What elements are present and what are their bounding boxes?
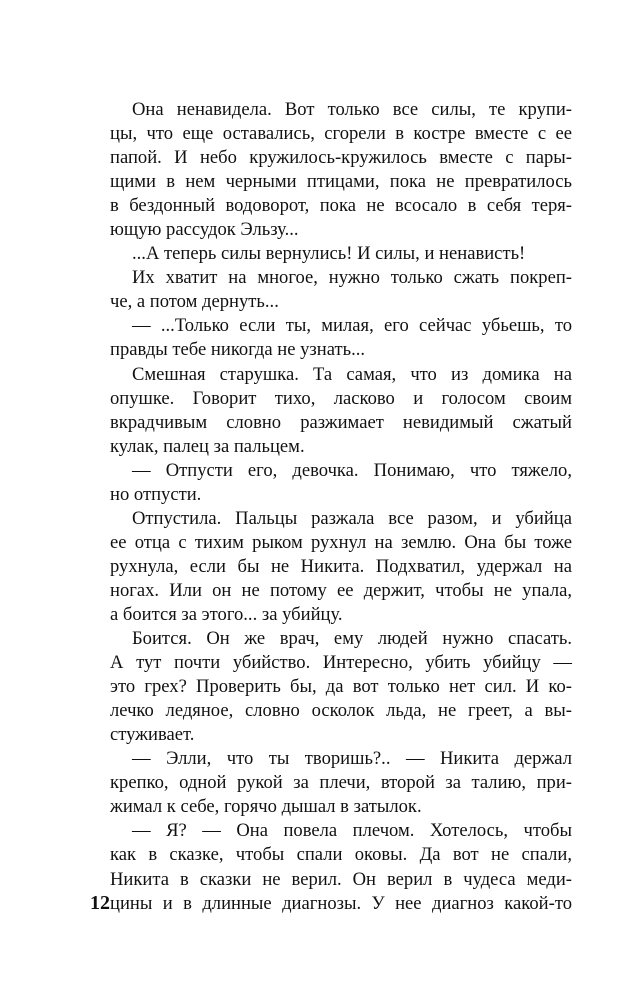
text-line: стуживает. bbox=[110, 724, 195, 746]
text-line: — Я? — Она повела плечом. Хотелось, чтобы bbox=[132, 820, 572, 842]
text-line: это грех? Проверить бы, да вот только нет сил. И ко- bbox=[110, 676, 572, 698]
body-text bbox=[110, 98, 572, 916]
text-line: — ...Только если ты, милая, его сейчас убьешь, то bbox=[132, 315, 572, 337]
text-line: а боится за этого... за убийцу. bbox=[110, 603, 343, 625]
text-line: А тут почти убийство. Интересно, убить убийцу — bbox=[110, 652, 572, 674]
text-line: опушке. Говорит тихо, ласково и голосом своим bbox=[110, 387, 572, 409]
text-line: — Отпусти его, девочка. Понимаю, что тяжело, bbox=[132, 459, 572, 481]
page-number: 12 bbox=[90, 892, 110, 914]
text-line: Никита в сказки не верил. Он верил в чудеса меди- bbox=[110, 868, 572, 890]
text-line: — Элли, что ты творишь?.. — Никита держал bbox=[132, 748, 572, 770]
text-line: Их хватит на многое, нужно только сжать покреп- bbox=[132, 267, 572, 289]
text-line: ее отца с тихим рыком рухнул на землю. Она бы тоже bbox=[110, 531, 572, 553]
text-line: щими в нем черными птицами, пока не превратилось bbox=[110, 171, 572, 193]
text-line: Смешная старушка. Та самая, что из домика на bbox=[132, 363, 572, 385]
text-line: ...А теперь силы вернулись! И силы, и ненависть! bbox=[132, 243, 526, 265]
text-line: Отпустила. Пальцы разжала все разом, и убийца bbox=[132, 507, 572, 529]
text-line: Боится. Он же врач, ему людей нужно спасать. bbox=[132, 628, 572, 650]
text-line: Она ненавидела. Вот только все силы, те крупи- bbox=[132, 99, 572, 120]
text-line: в бездонный водоворот, пока не всосало в себя теря- bbox=[110, 195, 572, 217]
text-line: папой. И небо кружилось-кружилось вместе с пары- bbox=[110, 147, 572, 169]
text-line: кулак, палец за пальцем. bbox=[110, 435, 305, 457]
text-line: жимал к себе, горячо дышал в затылок. bbox=[110, 796, 422, 818]
text-line: вкрадчивым словно разжимает невидимый сжатый bbox=[110, 411, 572, 433]
text-line: цы, что еще оставались, сгорели в костре вместе с ее bbox=[110, 123, 572, 145]
text-line: как в сказке, чтобы спали оковы. Да вот не спали, bbox=[110, 844, 572, 866]
text-line: лечко ледяное, словно осколок льда, не греет, а вы- bbox=[110, 700, 572, 722]
text-line: цины и в длинные диагнозы. У нее диагноз какой-то bbox=[110, 892, 572, 914]
text-line: че, а потом дернуть... bbox=[110, 291, 279, 313]
text-line: рухнула, если бы не Никита. Подхватил, удержал на bbox=[110, 555, 572, 577]
text-line: но отпусти. bbox=[110, 483, 202, 505]
text-line: крепко, одной рукой за плечи, второй за талию, при- bbox=[110, 772, 572, 794]
text-line: ногах. Или он не потому ее держит, чтобы не упала, bbox=[110, 579, 572, 601]
text-line: ющую рассудок Эльзу... bbox=[110, 219, 299, 241]
text-line: правды тебе никогда не узнать... bbox=[110, 339, 366, 361]
